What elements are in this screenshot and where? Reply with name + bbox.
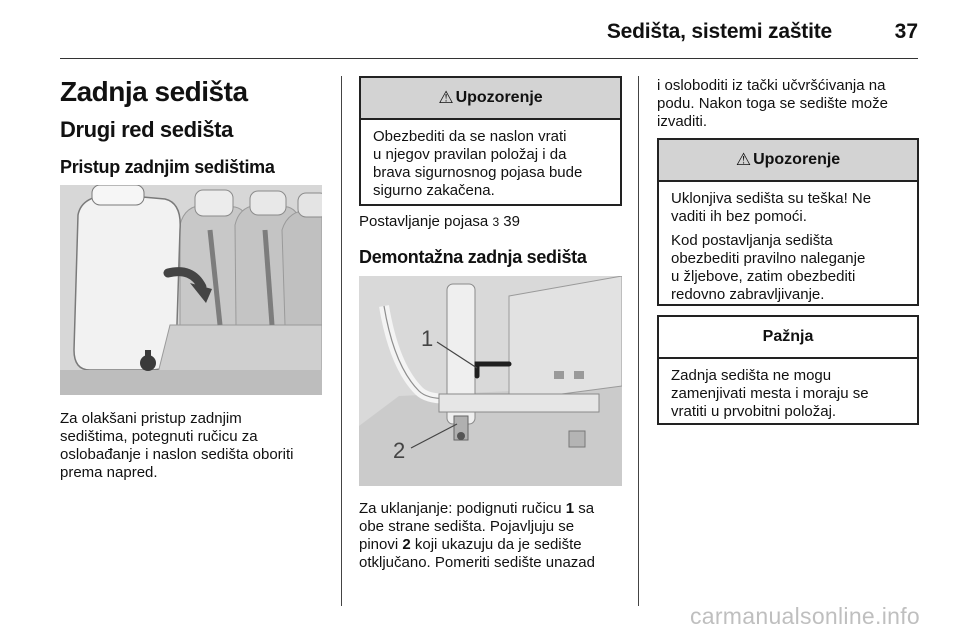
column-divider-1 xyxy=(341,76,342,606)
text-line: Za uklanjanje: podignuti ručicu 1 sa xyxy=(359,500,595,517)
notice-box xyxy=(657,315,919,425)
warning-box-body xyxy=(659,182,917,312)
warning-title: Upozorenje xyxy=(753,151,841,168)
text-line: pinovi 2 koji ukazuju da je sedište xyxy=(359,536,582,553)
text-line: Zadnja sedišta ne mogu xyxy=(671,367,832,384)
text-line: sigurno zakačena. xyxy=(373,182,495,199)
warning-box-header xyxy=(659,140,917,182)
text-line: Za olakšani pristup zadnjim xyxy=(60,410,242,427)
text-line: podu. Nakon toga se sedište može xyxy=(657,95,888,112)
warning-box-header xyxy=(361,78,620,120)
watermark: carmanualsonline.info xyxy=(689,603,920,629)
reference-page: 39 xyxy=(503,213,520,230)
removable-seat-figure xyxy=(359,276,622,486)
notice-box-header xyxy=(659,317,917,359)
warning-icon: ⚠ xyxy=(438,88,454,107)
subsection-title: Drugi red sedišta xyxy=(60,117,233,142)
text-line: izvaditi. xyxy=(657,113,708,130)
warning-title: Upozorenje xyxy=(455,89,543,106)
warning-box-heavy-seats xyxy=(657,138,919,306)
text-line: otključano. Pomeriti sedište unazad xyxy=(359,554,595,571)
text-line: Kod postavljanja sedišta xyxy=(671,232,833,249)
text-line: sedištima, potegnuti ručicu za xyxy=(60,428,258,445)
removal-continuation xyxy=(657,77,888,131)
warning-icon: ⚠ xyxy=(735,150,752,169)
text-line: brava sigurnosnog pojasa bude xyxy=(373,164,583,181)
removal-instructions xyxy=(359,500,629,572)
section-title: Zadnja sedišta xyxy=(60,76,248,107)
text-line: Uklonjiva sedišta su teška! Ne xyxy=(671,190,872,207)
text-line: Obezbediti da se naslon vrati xyxy=(373,128,567,145)
text-line: oslobađanje i naslon sedišta oboriti xyxy=(60,446,294,463)
text-line: obezbediti pravilno naleganje xyxy=(671,250,866,267)
belt-reference xyxy=(359,213,520,231)
notice-box-body xyxy=(659,359,917,429)
page-arrow-icon: 3 xyxy=(492,215,500,229)
callout-label-2: 2 xyxy=(393,438,406,463)
text-line: vaditi ih bez pomoći. xyxy=(671,208,807,225)
seat-illustration xyxy=(60,185,322,395)
text-line: vratiti u prvobitni položaj. xyxy=(671,403,837,420)
topic-title: Pristup zadnjim sedištima xyxy=(60,157,275,177)
reference-text: Postavljanje pojasa xyxy=(359,213,489,230)
text-line: zamenjivati mesta i moraju se xyxy=(671,385,869,402)
text-line: i osloboditi iz tački učvršćivanja na xyxy=(657,77,886,94)
page-number: 37 xyxy=(894,20,918,43)
text-line: u žljebove, zatim obezbediti xyxy=(671,268,856,285)
callout-label-1: 1 xyxy=(421,326,434,351)
running-header-title: Sedišta, sistemi zaštite xyxy=(606,20,832,43)
seat-mount-illustration xyxy=(359,276,622,486)
text-line: obe strane sedišta. Pojavljuju se xyxy=(359,518,575,535)
notice-title: Pažnja xyxy=(762,328,814,345)
text-line: redovno zabravljivanje. xyxy=(671,286,825,303)
text-line: prema napred. xyxy=(60,464,158,481)
rear-access-instructions xyxy=(60,410,294,482)
text-line: u njegov pravilan položaj i da xyxy=(373,146,567,163)
column-divider-2 xyxy=(638,76,639,606)
rear-seat-access-figure xyxy=(60,185,322,395)
warning-box-backrest xyxy=(359,76,622,206)
warning-box-body xyxy=(361,120,620,208)
topic-title-removable-seats: Demontažna zadnja sedišta xyxy=(359,247,587,267)
header-rule xyxy=(60,58,918,59)
